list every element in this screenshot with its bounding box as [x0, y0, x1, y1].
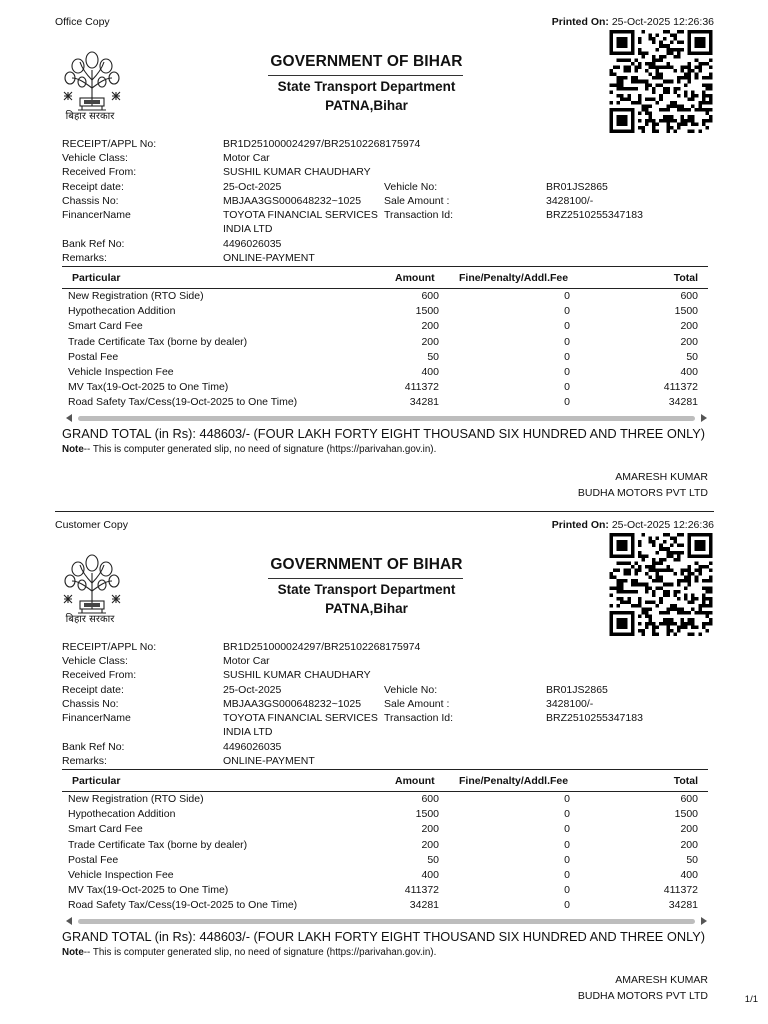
grand-total: GRAND TOTAL (in Rs): 448603/- (FOUR LAKH FORTY EIGHT THOUSAND SIX HUNDRED AND THREE ONLY) [62, 929, 706, 944]
scroll-left-icon[interactable] [66, 917, 72, 925]
received-from-value: SUSHIL KUMAR CHAUDHARY [223, 166, 371, 178]
row-amount: 50 [427, 853, 439, 866]
row-amount: 50 [427, 350, 439, 363]
row-fine: 0 [564, 808, 570, 821]
chassis-value: MBJAA3GS000648232~1025 [223, 195, 362, 207]
row-fine: 0 [564, 853, 570, 866]
receipt-date-value: 25-Oct-2025 [223, 684, 282, 696]
row-particular: Vehicle Inspection Fee [68, 366, 174, 378]
printed-on-label: Printed On: [551, 519, 609, 531]
header-particular: Particular [72, 272, 121, 284]
page-number: 1/1 [744, 994, 758, 1005]
chassis-value: MBJAA3GS000648232~1025 [223, 698, 362, 710]
financer-value-line1: TOYOTA FINANCIAL SERVICES [223, 712, 378, 724]
row-total: 1500 [674, 808, 698, 821]
chassis-label: Chassis No: [62, 698, 119, 710]
transaction-value: BRZ2510255347183 [546, 209, 643, 221]
row-amount: 400 [421, 366, 439, 378]
note [62, 444, 436, 455]
table-row [62, 396, 708, 411]
printed-on-value: 25-Oct-2025 12:26:36 [611, 519, 714, 531]
table-top-rule [62, 266, 708, 267]
row-fine: 0 [564, 320, 570, 333]
row-fine: 0 [564, 899, 570, 912]
row-fine: 0 [564, 381, 570, 394]
row-total: 200 [680, 320, 698, 333]
remarks-value: ONLINE-PAYMENT [223, 755, 315, 767]
row-fine: 0 [564, 350, 570, 363]
row-amount: 34281 [409, 396, 439, 409]
financer-value-line2: INDIA LTD [223, 726, 273, 738]
row-amount: 400 [421, 869, 439, 881]
vehicle-no-label: Vehicle No: [384, 684, 438, 696]
header-amount: Amount [395, 272, 435, 284]
table-row [62, 290, 708, 305]
row-fine: 0 [564, 396, 570, 409]
emblem-caption: बिहार सरकार [65, 614, 115, 625]
row-particular: Postal Fee [68, 350, 119, 363]
remarks-label: Remarks: [62, 252, 107, 264]
bank-ref-value: 4496026035 [223, 741, 282, 753]
government-title: GOVERNMENT OF BIHAR [270, 53, 463, 70]
qr-code-icon [607, 30, 715, 133]
table-row [62, 351, 708, 366]
vehicle-no-value: BR01JS2865 [546, 181, 608, 193]
row-fine: 0 [564, 793, 570, 805]
row-total: 600 [680, 290, 698, 302]
customer-copy [0, 503, 768, 1003]
receipt-value: BR1D251000024297/BR25102268175974 [223, 138, 421, 150]
row-amount: 411372 [404, 884, 439, 897]
chassis-label: Chassis No: [62, 195, 119, 207]
header-amount: Amount [395, 775, 435, 787]
department-title: State Transport Department [277, 582, 456, 597]
header-particular: Particular [72, 775, 121, 787]
financer-label: FinancerName [62, 209, 131, 221]
table-top-rule [62, 769, 708, 770]
received-from-label: Received From: [62, 166, 137, 178]
row-particular: Vehicle Inspection Fee [68, 869, 174, 881]
received-from-label: Received From: [62, 669, 137, 681]
printed-on-label: Printed On: [551, 16, 609, 28]
row-particular: Smart Card Fee [68, 320, 143, 333]
financer-value-line2: INDIA LTD [223, 223, 273, 235]
copy-label: Customer Copy [55, 519, 128, 531]
copy-label: Office Copy [55, 16, 110, 28]
note-label: Note [62, 947, 84, 958]
row-amount: 411372 [404, 381, 439, 394]
row-particular: Postal Fee [68, 853, 119, 866]
city-title: PATNA,Bihar [325, 601, 408, 616]
row-total: 34281 [668, 899, 698, 912]
table-header-rule [62, 791, 708, 792]
table-header-rule [62, 288, 708, 289]
table-row [62, 899, 708, 914]
receipt-value: BR1D251000024297/BR25102268175974 [223, 641, 421, 653]
printed-on-value: 25-Oct-2025 12:26:36 [611, 16, 714, 28]
vehicle-no-value: BR01JS2865 [546, 684, 608, 696]
row-amount: 1500 [415, 808, 439, 821]
table-row [62, 839, 708, 854]
row-amount: 600 [421, 793, 439, 805]
city-title: PATNA,Bihar [325, 98, 408, 113]
financer-label: FinancerName [62, 712, 131, 724]
sale-amount-value: 3428100/- [546, 195, 594, 207]
transaction-label: Transaction Id: [384, 712, 454, 724]
row-total: 411372 [663, 884, 698, 897]
horizontal-scrollbar[interactable] [66, 917, 707, 925]
vehicle-class-label: Vehicle Class: [62, 152, 128, 164]
row-particular: Trade Certificate Tax (borne by dealer) [68, 335, 248, 348]
row-fine: 0 [564, 869, 570, 881]
header-fine: Fine/Penalty/Addl.Fee [459, 775, 569, 787]
signatory-name: AMARESH KUMAR [615, 974, 708, 986]
row-particular: MV Tax(19-Oct-2025 to One Time) [68, 381, 229, 394]
receipt-date-label: Receipt date: [62, 684, 124, 696]
bank-ref-label: Bank Ref No: [62, 741, 125, 753]
table-row [62, 854, 708, 869]
table-row [62, 869, 708, 884]
note-text: -- This is computer generated slip, no need of signature (https://parivahan.gov.in). [83, 444, 437, 455]
row-amount: 600 [421, 290, 439, 302]
row-total: 411372 [663, 381, 698, 394]
qr-code-icon [607, 533, 715, 636]
row-particular: New Registration (RTO Side) [68, 290, 204, 302]
scroll-left-icon[interactable] [66, 414, 72, 422]
scrollbar-thumb[interactable] [78, 919, 695, 924]
receipt-label: RECEIPT/APPL No: [62, 641, 157, 653]
receipt-label: RECEIPT/APPL No: [62, 138, 157, 150]
row-particular: MV Tax(19-Oct-2025 to One Time) [68, 884, 229, 897]
row-amount: 1500 [415, 305, 439, 318]
row-fine: 0 [564, 290, 570, 302]
row-total: 200 [680, 838, 698, 851]
row-total: 200 [680, 335, 698, 348]
transaction-label: Transaction Id: [384, 209, 454, 221]
row-amount: 200 [421, 823, 439, 836]
row-total: 400 [680, 869, 698, 881]
received-from-value: SUSHIL KUMAR CHAUDHARY [223, 669, 371, 681]
note-label: Note [62, 444, 84, 455]
row-total: 34281 [668, 396, 698, 409]
row-total: 50 [686, 350, 698, 363]
financer-value-line1: TOYOTA FINANCIAL SERVICES [223, 209, 378, 221]
row-fine: 0 [564, 366, 570, 378]
row-particular: Hypothecation Addition [68, 305, 176, 318]
vehicle-class-value: Motor Car [223, 152, 270, 164]
receipt-date-label: Receipt date: [62, 181, 124, 193]
row-amount: 34281 [409, 899, 439, 912]
department-title: State Transport Department [277, 79, 456, 94]
bank-ref-value: 4496026035 [223, 238, 282, 250]
row-fine: 0 [564, 838, 570, 851]
table-row [62, 366, 708, 381]
row-total: 200 [680, 823, 698, 836]
row-fine: 0 [564, 335, 570, 348]
row-total: 1500 [674, 305, 698, 318]
horizontal-scrollbar[interactable] [66, 414, 707, 422]
emblem-caption: बिहार सरकार [65, 111, 115, 122]
scrollbar-thumb[interactable] [78, 416, 695, 421]
remarks-label: Remarks: [62, 755, 107, 767]
row-amount: 200 [421, 838, 439, 851]
row-amount: 200 [421, 335, 439, 348]
sale-amount-label: Sale Amount : [384, 195, 450, 207]
row-particular: Road Safety Tax/Cess(19-Oct-2025 to One Time) [68, 899, 298, 912]
note-text: -- This is computer generated slip, no need of signature (https://parivahan.gov.in). [83, 947, 437, 958]
note [62, 947, 436, 958]
row-particular: Road Safety Tax/Cess(19-Oct-2025 to One Time) [68, 396, 298, 409]
table-row [62, 320, 708, 335]
vehicle-class-value: Motor Car [223, 655, 270, 667]
vehicle-class-label: Vehicle Class: [62, 655, 128, 667]
row-fine: 0 [564, 884, 570, 897]
header-total: Total [673, 775, 698, 787]
row-total: 400 [680, 366, 698, 378]
title-underline [268, 578, 463, 579]
row-total: 600 [680, 793, 698, 805]
header-fine: Fine/Penalty/Addl.Fee [459, 272, 569, 284]
printed-on [552, 519, 714, 531]
row-particular: Trade Certificate Tax (borne by dealer) [68, 838, 248, 851]
bank-ref-label: Bank Ref No: [62, 238, 125, 250]
row-particular: Smart Card Fee [68, 823, 143, 836]
row-total: 50 [686, 853, 698, 866]
remarks-value: ONLINE-PAYMENT [223, 252, 315, 264]
row-fine: 0 [564, 305, 570, 318]
table-row [62, 823, 708, 838]
signatory-company: BUDHA MOTORS PVT LTD [577, 990, 708, 1002]
transaction-value: BRZ2510255347183 [546, 712, 643, 724]
sale-amount-value: 3428100/- [546, 698, 594, 710]
grand-total: GRAND TOTAL (in Rs): 448603/- (FOUR LAKH FORTY EIGHT THOUSAND SIX HUNDRED AND THREE ONLY) [62, 426, 706, 441]
table-row [62, 381, 708, 396]
row-amount: 200 [421, 320, 439, 333]
table-row [62, 793, 708, 808]
receipt-date-value: 25-Oct-2025 [223, 181, 282, 193]
table-row [62, 336, 708, 351]
signatory-name: AMARESH KUMAR [615, 471, 708, 483]
vehicle-no-label: Vehicle No: [384, 181, 438, 193]
scroll-right-icon[interactable] [701, 414, 707, 422]
row-fine: 0 [564, 823, 570, 836]
office-copy [0, 0, 768, 500]
title-underline [268, 75, 463, 76]
government-title: GOVERNMENT OF BIHAR [270, 556, 463, 573]
signatory-company: BUDHA MOTORS PVT LTD [577, 487, 708, 499]
row-particular: Hypothecation Addition [68, 808, 176, 821]
row-particular: New Registration (RTO Side) [68, 793, 204, 805]
scroll-right-icon[interactable] [701, 917, 707, 925]
table-row [62, 808, 708, 823]
header-total: Total [673, 272, 698, 284]
table-row [62, 305, 708, 320]
table-row [62, 884, 708, 899]
sale-amount-label: Sale Amount : [384, 698, 450, 710]
printed-on [552, 16, 714, 28]
